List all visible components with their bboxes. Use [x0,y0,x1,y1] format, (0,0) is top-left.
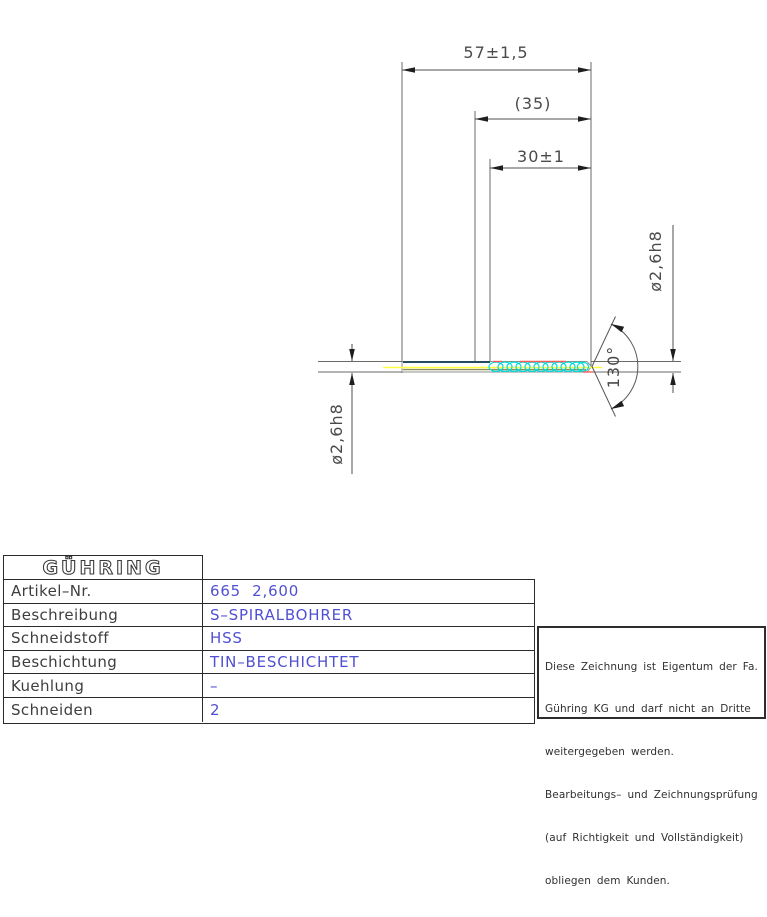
guehring-logo: GÜHRING [42,557,164,579]
row-label: Kuehlung [4,674,203,697]
row-label: Beschreibung [4,604,203,627]
note-line: Diese Zeichnung ist Eigentum der Fa. [545,660,758,673]
dim-dia-left-label: ø2,6h8 [327,403,346,465]
dim-ref-length-label: (35) [514,94,552,113]
dimension-dia-left [349,344,355,474]
note-line: obliegen dem Kunden. [545,875,670,888]
dim-point-angle-label: 130° [604,345,623,389]
row-value: HSS [210,629,243,648]
table-row [4,674,534,698]
table-row [4,604,534,628]
dim-dia-right-label: ø2,6h8 [646,230,665,292]
dimension-total-length [402,67,591,73]
row-value: 665 2,600 [210,582,300,601]
row-label: Artikel–Nr. [4,580,203,603]
dim-flute-length-label: 30±1 [517,147,565,166]
note-line: weitergegeben werden. [545,746,674,759]
table-row [4,698,534,722]
note-line: (auf Richtigkeit und Vollständigkeit) [545,832,744,845]
note-line: Bearbeitungs– und Zeichnungsprüfung [545,789,758,802]
row-label: Schneiden [4,698,203,722]
dimension-dia-right [670,225,676,393]
dim-total-length-label: 57±1,5 [463,43,529,62]
logo-cell [3,555,203,581]
row-value: TIN–BESCHICHTET [210,653,360,672]
row-label: Schneidstoff [4,627,203,650]
dimension-ref-length [475,116,591,122]
row-label: Beschichtung [4,651,203,674]
row-value: – [210,676,219,695]
table-row [4,627,534,651]
dimension-flute-length [490,165,591,171]
table-row [4,580,534,604]
ownership-note [537,626,766,888]
row-value: 2 [210,700,221,719]
note-line: Gühring KG und darf nicht an Dritte [545,703,751,716]
title-block [3,579,535,724]
row-value: S–SPIRALBOHRER [210,605,354,624]
table-row [4,651,534,675]
